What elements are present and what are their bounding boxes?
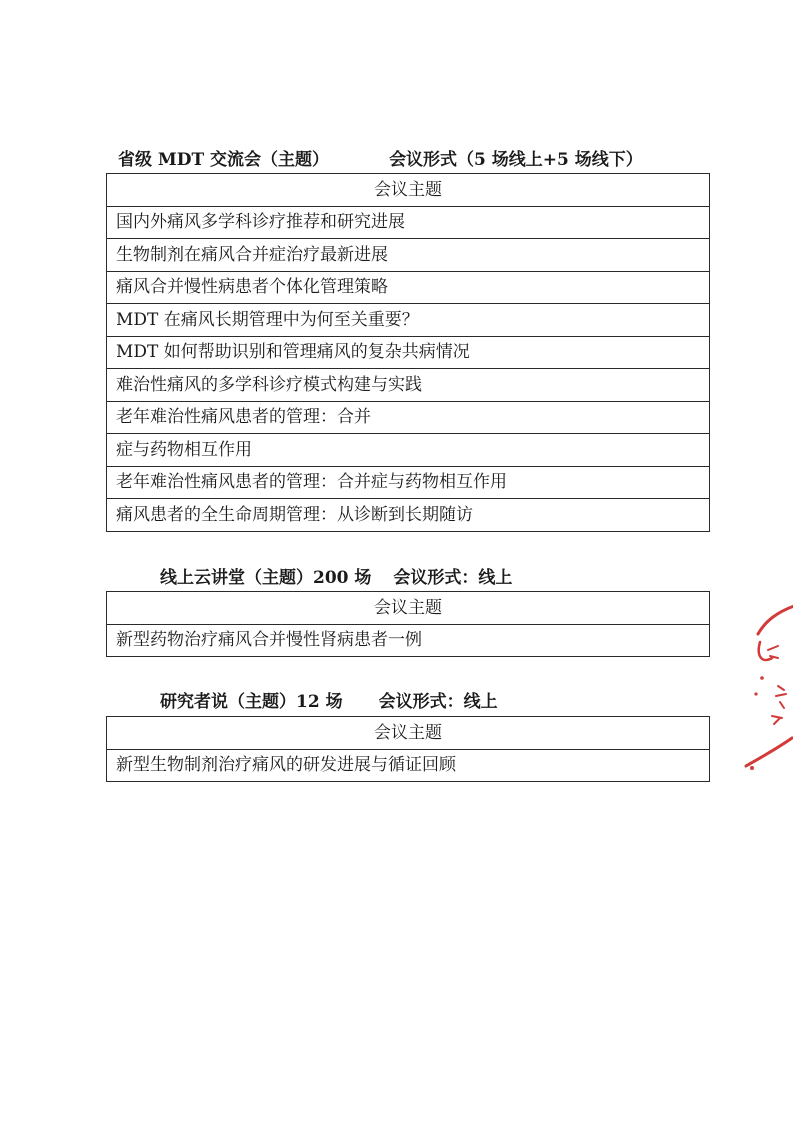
- section-title-name: 线上云讲堂（主题）200 场: [160, 568, 372, 588]
- section-title-name: 省级 MDT 交流会（主题）: [118, 150, 330, 170]
- section-title-format: 会议形式（5 场线上+5 场线下）: [389, 150, 643, 170]
- table-cell: 生物制剂在痛风合并症治疗最新进展: [107, 239, 710, 272]
- section-title-name: 研究者说（主题）12 场: [160, 692, 343, 712]
- section-title-format: 会议形式：线上: [393, 568, 513, 588]
- table-row: [107, 304, 710, 337]
- section-title-format: 会议形式：线上: [378, 692, 498, 712]
- table-row: [107, 434, 710, 467]
- table-cell: 痛风合并慢性病患者个体化管理策略: [107, 271, 710, 304]
- table-row: [107, 466, 710, 499]
- table-cell: 症与药物相互作用: [107, 434, 710, 467]
- table-cell: 难治性痛风的多学科诊疗模式构建与实践: [107, 369, 710, 402]
- table-row: [107, 499, 710, 532]
- table-header-row: [107, 592, 710, 625]
- table-row: [107, 369, 710, 402]
- table-row: [107, 749, 710, 782]
- table-header-cell: 会议主题: [107, 717, 710, 750]
- topic-table-researcher-talk: [106, 716, 710, 782]
- red-seal-stamp: [738, 598, 793, 778]
- table-cell: 新型药物治疗痛风合并慢性肾病患者一例: [107, 624, 710, 657]
- table-cell: 老年难治性痛风患者的管理：合并: [107, 401, 710, 434]
- table-row: [107, 206, 710, 239]
- table-cell: 老年难治性痛风患者的管理：合并症与药物相互作用: [107, 466, 710, 499]
- section-title-provincial-mdt: [118, 150, 643, 170]
- table-row: [107, 239, 710, 272]
- table-header-cell: 会议主题: [107, 592, 710, 625]
- table-header-row: [107, 174, 710, 207]
- table-cell: 新型生物制剂治疗痛风的研发进展与循证回顾: [107, 749, 710, 782]
- table-cell: MDT 如何帮助识别和管理痛风的复杂共病情况: [107, 336, 710, 369]
- table-header-cell: 会议主题: [107, 174, 710, 207]
- table-row: [107, 624, 710, 657]
- table-cell: 痛风患者的全生命周期管理：从诊断到长期随访: [107, 499, 710, 532]
- section-title-cloud-lecture: [160, 568, 512, 588]
- table-row: [107, 336, 710, 369]
- section-title-researcher-talk: [160, 692, 498, 712]
- topic-table-provincial-mdt: [106, 173, 710, 532]
- table-cell: 国内外痛风多学科诊疗推荐和研究进展: [107, 206, 710, 239]
- table-cell: MDT 在痛风长期管理中为何至关重要？: [107, 304, 710, 337]
- table-header-row: [107, 717, 710, 750]
- topic-table-cloud-lecture: [106, 591, 710, 657]
- table-row: [107, 271, 710, 304]
- table-row: [107, 401, 710, 434]
